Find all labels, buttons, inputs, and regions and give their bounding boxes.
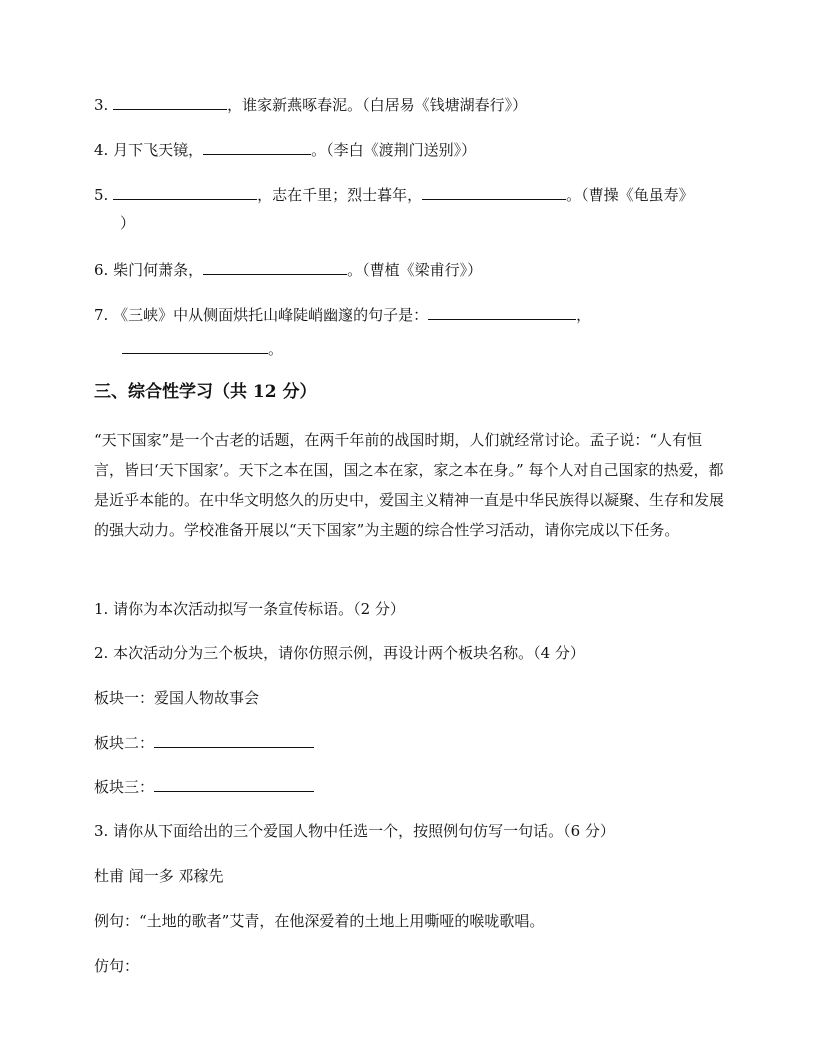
q5-wrap-paren: ） (120, 214, 136, 232)
q5-blank-2[interactable] (422, 184, 566, 200)
block-2 (94, 732, 722, 754)
block-3-label: 板块三： (94, 778, 155, 796)
task-2: 2. 本次活动分为三个板块，请你仿照示例，再设计两个板块名称。（4 分） (94, 644, 585, 662)
block-2-blank[interactable] (154, 732, 314, 748)
poetry-q7 (94, 304, 722, 326)
q4-prefix: 4. 月下飞天镜， (94, 141, 204, 159)
task-3: 3. 请你从下面给出的三个爱国人物中任选一个，按照例句仿写一句话。（6 分） (94, 822, 615, 840)
q7-blank-1[interactable] (428, 304, 576, 320)
block-2-label: 板块二： (94, 734, 155, 752)
block-1: 板块一：爱国人物故事会 (94, 689, 260, 707)
q5-blank-1[interactable] (113, 184, 257, 200)
poetry-q3 (94, 94, 722, 116)
q5-number: 5. (94, 186, 109, 204)
q7-period: 。 (268, 340, 284, 358)
example-sentence: 例句：“土地的歌者”艾青，在他深爱着的土地上用嘶哑的喉咙歌唱。 (94, 912, 545, 930)
q3-text: ，谁家新燕啄春泥。（白居易《钱塘湖春行》） (227, 96, 528, 114)
q7-comma: ， (576, 306, 592, 324)
poetry-q4 (94, 139, 722, 161)
block-3-blank[interactable] (154, 776, 314, 792)
q5-suffix: 。（曹操《龟虽寿》 (566, 186, 694, 204)
poetry-q6 (94, 259, 722, 281)
q4-suffix: 。（李白《渡荆门送别》） (311, 141, 477, 159)
q6-blank[interactable] (203, 259, 347, 275)
poetry-q7-wrap (122, 338, 722, 360)
q7-blank-2[interactable] (122, 338, 268, 354)
q4-blank[interactable] (203, 139, 311, 155)
q6-suffix: 。（曹植《梁甫行》） (347, 261, 483, 279)
people-list: 杜甫 闻一多 邓稼先 (94, 867, 224, 885)
q6-prefix: 6. 柴门何萧条， (94, 261, 204, 279)
q7-prefix: 7. 《三峡》中从侧面烘托山峰陡峭幽邃的句子是： (94, 306, 429, 324)
q3-number: 3. (94, 96, 109, 114)
block-3 (94, 776, 722, 798)
poetry-q5-wrap (120, 212, 722, 234)
section-3-intro: “天下国家”是一个古老的话题，在两千年前的战国时期，人们就经常讨论。孟子说：“人有恒言，皆曰‘天下国家’。天下之本在国，国之本在家，家之本在身。” 每个人对自己国家的热爱，都是近乎本能的。在中华文明悠久的历史中，爱国主义精神一直是中华民族得以凝聚、生存和发展的强大动力。学校准备开展以“天下国家”为主题的综合性学习活动，请你完成以下任务。 (94, 431, 725, 539)
q5-mid: ，志在千里；烈士暮年， (257, 186, 423, 204)
section-3-title: 三、综合性学习（共 12 分） (94, 382, 317, 402)
imitate-label: 仿句： (94, 957, 140, 975)
task-1: 1. 请你为本次活动拟写一条宣传标语。（2 分） (94, 600, 405, 618)
q3-blank[interactable] (113, 94, 227, 110)
poetry-q5 (94, 184, 722, 206)
